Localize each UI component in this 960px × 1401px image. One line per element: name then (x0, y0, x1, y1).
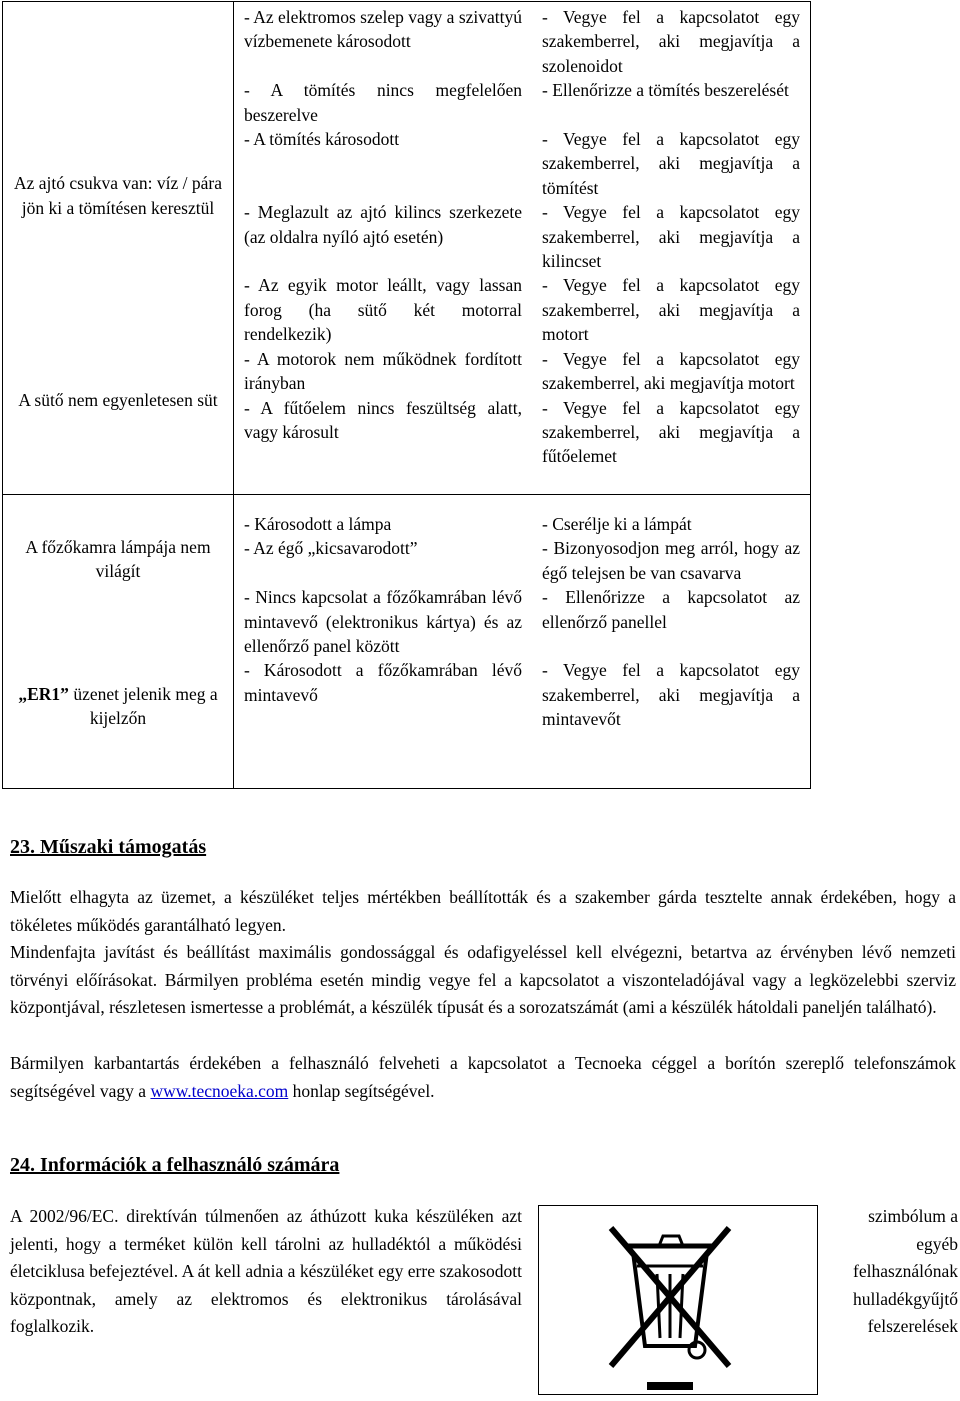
symptom-er1 (9, 682, 227, 731)
cause-cell: - Az égő „kicsavarodott” (244, 538, 418, 559)
right-text-line: felhasználónak (853, 1261, 958, 1282)
table-row (234, 5, 810, 78)
table-row (234, 347, 810, 396)
solution-cell: - Cserélje ki a lámpát (542, 514, 692, 534)
solution-cell: - Vegye fel a kapcsolatot egy szakemberrel, aki megjavítja a mintavevőt (542, 660, 800, 730)
section-24-left-text: A 2002/96/EC. direktíván túlmenően az áthúzott kuka készüléken azt jelenti, hogy a terméket külön kell tárolni az hulladéktól a működési életciklusa befejeztével. A át kell adnia a készüléket egy erre szakosodott központnak, amely az elektromos és elektronikus tárolásával foglalkozik. (10, 1206, 522, 1337)
table-row (234, 396, 810, 469)
solution-cell: - Ellenőrizze a tömítés beszerelését (542, 80, 789, 101)
crossed-out-wheelie-bin-icon (539, 1206, 817, 1394)
solution-cell: - Vegye fel a kapcsolatot egy szakemberrel, aki megjavítja a szolenoidot (542, 7, 800, 76)
er1-code: „ER1” (18, 683, 69, 704)
cause-cell: - A tömítés károsodott (244, 129, 400, 150)
group2-rows (234, 512, 810, 732)
group2-cause-solution (234, 495, 811, 789)
right-text-line: egyéb (916, 1233, 958, 1254)
section-24-heading: 24. Információk a felhasználó számára (10, 1154, 340, 1176)
table-row (234, 273, 810, 346)
cause-cell: - Károsodott a főzőkamrában lévő mintavevő (244, 660, 522, 705)
table-row (234, 658, 810, 731)
section-23-paragraph-2: Mindenfajta javítást és beállítást maximális gondossággal és odafigyeléssel kell elvégezni, betartva az érvényben lévő nemzeti törvényi előírásokat. Bármilyen probléma esetén mindig vegye fel a kapcsolatot a viszonteladójával vagy a legközelebbi szerviz központjával, részletesen ismertesse a problémát, a készülék típusát és a sorozatszámát (ami a készülék hátoldali paneljén található). (10, 942, 956, 1018)
right-text-line: hulladékgyűjtő (853, 1288, 958, 1309)
troubleshooting-table (2, 1, 811, 789)
solution-cell: - Vegye fel a kapcsolatot egy szakemberrel, aki megjavítja a tömítést (542, 129, 800, 198)
table-row (234, 536, 810, 585)
section-23-heading: 23. Műszaki támogatás (10, 836, 207, 858)
section-24-right-text (820, 1203, 958, 1341)
symptom-cell-2 (3, 495, 234, 789)
p3-before: Bármilyen karbantartás érdekében a felhasználó felveheti a kapcsolatot a Tecnoeka céggel a borítón szereplő telefonszámok segítségével vagy a (10, 1053, 956, 1101)
symptom-lamp-off: A főzőkamra lámpája nem világít (25, 536, 211, 582)
cause-cell: - A fűtőelem nincs feszültség alatt, vagy károsult (244, 397, 522, 442)
solution-cell: - Bizonyosodjon meg arról, hogy az égő telejsen be van csavarva (542, 538, 800, 583)
table-row (234, 78, 810, 127)
tecnoeka-website-link[interactable]: www.tecnoeka.com (150, 1080, 289, 1101)
right-text-line: szimbólum a (868, 1206, 958, 1226)
solution-cell: - Vegye fel a kapcsolatot egy szakemberrel, aki megjavítja a kilincset (542, 202, 800, 272)
symptom-uneven-baking: A sütő nem egyenletesen süt (18, 390, 218, 411)
solution-cell: - Vegye fel a kapcsolatot egy szakemberrel, aki megjavítja motort (542, 348, 800, 394)
cause-cell: - Károsodott a lámpa (244, 514, 392, 534)
solution-cell: - Vegye fel a kapcsolatot egy szakemberrel, aki megjavítja a motort (542, 275, 800, 345)
solution-cell: - Ellenőrizze a kapcsolatot az ellenőrző panellel (542, 587, 800, 632)
p3-after: honlap segítségével. (288, 1080, 435, 1101)
cause-cell: - Az egyik motor leállt, vagy lassan forog (ha sütő két motorral rendelkezik) (244, 275, 522, 345)
cause-cell: - Nincs kapcsolat a főzőkamrában lévő mintavevő (elektronikus kártya) és az ellenőrző panel között (244, 587, 522, 657)
cause-cell: - Az elektromos szelep vagy a szivattyú vízbemenete károsodott (244, 7, 522, 52)
symptom-door-leak: Az ajtó csukva van: víz / pára jön ki a tömítésen keresztül (14, 173, 222, 218)
solution-cell: - Vegye fel a kapcsolatot egy szakemberrel, aki megjavítja a fűtőelemet (542, 397, 800, 467)
group1-rows (234, 5, 810, 469)
cause-cell: - A motorok nem működnek fordított irányban (244, 348, 522, 394)
table-row (234, 127, 810, 200)
cause-cell: - Meglazult az ajtó kilincs szerkezete (az oldalra nyíló ajtó esetén) (244, 202, 522, 247)
table-row (234, 585, 810, 658)
table-row (234, 200, 810, 273)
er1-text: üzenet jelenik meg a kijelzőn (68, 683, 218, 728)
cause-cell: - A tömítés nincs megfelelően beszerelve (244, 80, 522, 125)
weee-symbol-box (538, 1205, 818, 1395)
right-text-line: felszerelések (867, 1316, 958, 1337)
symptom-cell-1 (3, 2, 234, 495)
section-23-paragraph-1: Mielőtt elhagyta az üzemet, a készüléket teljes mértékben beállították és a szakember gárda tesztelte annak érdekében, hogy a tökéletes működés garantálható legyen. (10, 887, 956, 935)
table-row (234, 512, 810, 536)
section-23-paragraph-3 (10, 1050, 956, 1105)
group1-cause-solution (234, 2, 811, 495)
